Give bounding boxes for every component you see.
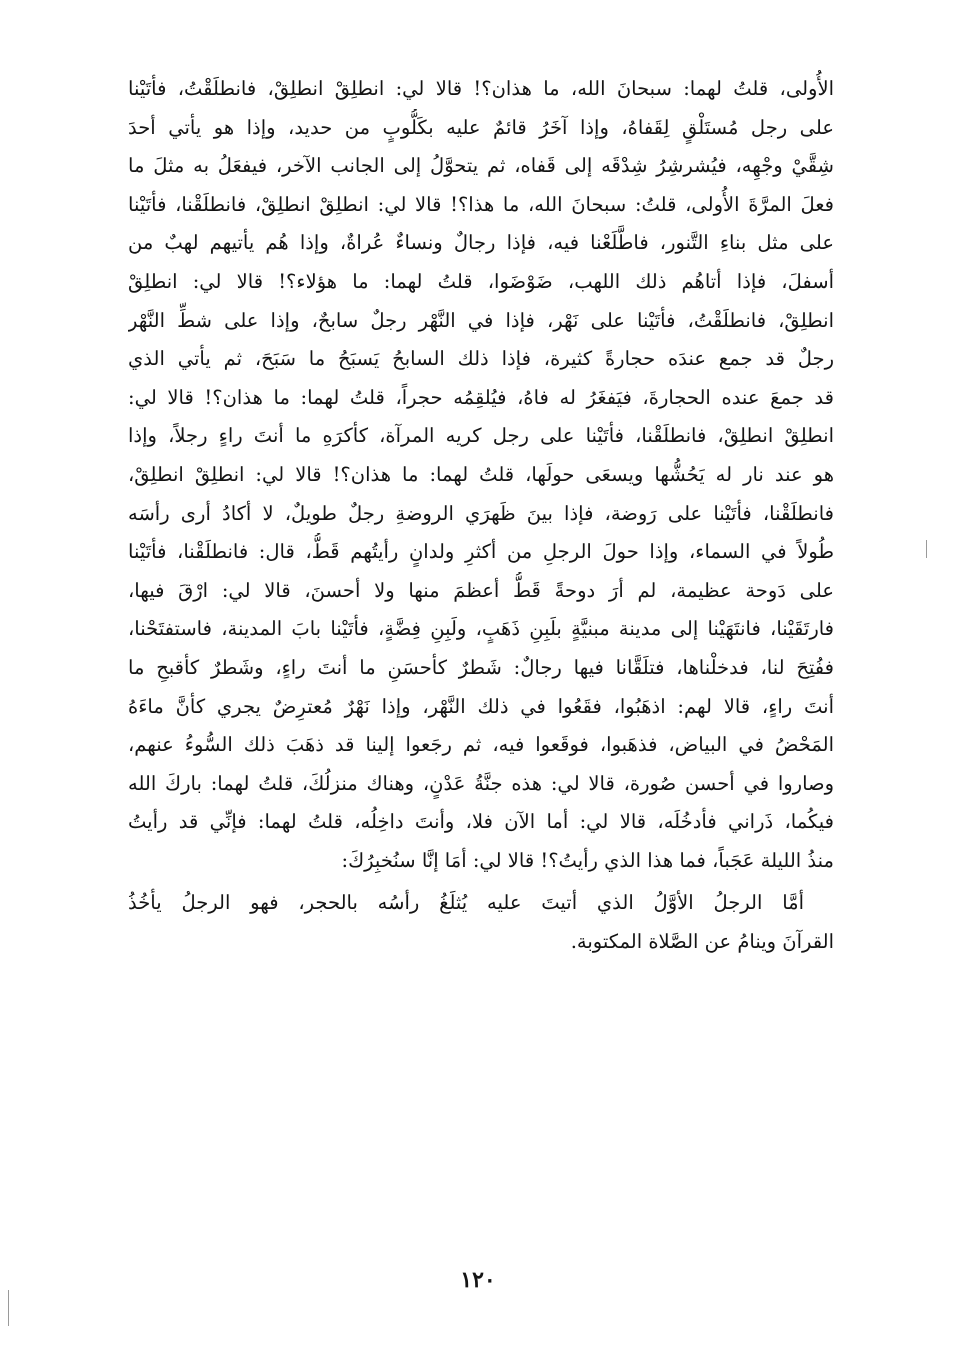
page-number: ١٢٠ <box>460 1267 496 1293</box>
text-block <box>128 70 834 962</box>
text-line: منذُ الليلة عَجَباً، فما هذا الذي رأيتُ؟! قالا لي: أمَا إنَّا سنُخبِرُكَ: <box>341 848 834 872</box>
text-line: هو عند نار له يَحُشُّها ويسعَى حولَها، قلتُ لهما: ما هذان؟! قالا لي: انطلِقْ انطلِقْ، <box>128 462 834 486</box>
text-line: المَحْضُ في البياض، فذهَبوا، فوقَعوا فيه، ثم رجَعوا إلينا قد ذهَبَ ذلك السُّوءُ عنهم، <box>128 733 834 757</box>
text-line: أمَّا الرجلُ الأوَّلُ الذي أتيتَ عليه يُثلَغُ رأسُه بالحجر، فهو الرجلُ يأخُذُ <box>128 891 804 915</box>
text-line: ففُتِحَ لنا، فدخلْناها، فتلَقَّانا فيها رجالٌ: شَطرٌ كأحسَنِ ما أنتَ راءٍ، وشَطرٌ كأقبحِ ما <box>128 655 834 679</box>
text-line: فعلَ المرَّةَ الأُولى، قلتُ: سبحانَ الله، ما هذا؟! قالا لي: انطلِقْ انطلِقْ، فانطلَقْنا، فأتَيْنا <box>128 192 834 216</box>
paragraph-2 <box>128 884 834 961</box>
text-line: طُولاً في السماء، وإذا حولَ الرجلِ من أكثرِ ولدانٍ رأيتُهم قَطُّ، قال: فانطلَقْنا، فأتَيْنا <box>128 540 834 564</box>
text-line: فيكُما، ذَراني فأدخُلَه، قالا لي: أما الآن فلا، وأنتَ داخِلُه، قلتُ لهما: فإنِّي قد رأيتُ <box>128 810 834 834</box>
text-line: القرآنَ وينامُ عن الصَّلاة المكتوبة. <box>570 930 834 954</box>
text-line: أنتَ راءٍ، قالا لهم: اذهَبُوا، فقَعُوا في ذلك النَّهْر، وإذا نَهْرٌ مُعترِضٌ يجري كأنَّ ماءَهُ <box>128 694 834 718</box>
text-line: وصاروا في أحسن صُورة، قالا لي: هذه جنَّةُ عَدْنٍ، وهناك منزلُكَ، قلتُ لهما: باركَ الله <box>128 771 834 795</box>
text-line: قد جمعَ عنده الحجارةَ، فيَفغَرُ له فاهُ، فيُلقِمُه حجراً، قلتُ لهما: ما هذان؟! قالا لي: <box>128 385 834 409</box>
text-line: الأُولى، قلتُ لهما: سبحانَ الله، ما هذان؟! قالا لي: انطلِقْ انطلِقْ، فانطلَقْتُ، فأتَيْنا <box>128 77 834 100</box>
scan-artifact-right <box>926 540 927 558</box>
text-line: فانطلَقْنا، فأتَيْنا على رَوضة، فإذا بينَ ظَهرَي الروضةِ رجلٌ طويلٌ، لا أكادُ أرى رأسَه <box>128 501 834 525</box>
text-line: على رجل مُستَلْقٍ لِقَفاهُ، وإذا آخَرُ قائمٌ عليه بكَلُّوبٍ من حديد، وإذا هو يأتي أحدَ <box>128 115 834 139</box>
text-line: انطلِقْ انطلِقْ، فانطلَقْنا، فأتَيْنا على رجل كريه المرآة، كأكرَهِ ما أنتَ راءٍ رجلاً، وإذا <box>128 424 834 448</box>
scan-artifact-left <box>8 1290 9 1326</box>
text-line: فارتَقَيْنا، فانتَهَيْنا إلى مدينة مبنيَّةٍ بلَبِنِ ذَهَبٍ، ولَبِنِ فِضَّةٍ، فأتَيْنا بابَ المدينة، فاستفتَحْنا، <box>128 617 834 641</box>
text-line: على دَوحة عظيمة، لم أرَ دوحةً قَطُّ أعظمَ منها ولا أحسنَ، قالا لي: ارْقَ فيها، <box>128 578 834 602</box>
text-line: أسفلَ، فإذا أتاهُم ذلك اللهب، ضَوْضَوا، قلتُ لهما: ما هؤلاء؟! قالا لي: انطلِقْ <box>128 269 834 293</box>
text-line: على مثل بناءِ التَّنور، فاطَّلَعْنا فيه، فإذا رجالٌ ونساءٌ عُراةٌ، وإذا هُم يأتيهم لهبٌ من <box>128 231 834 255</box>
text-line: رجلٌ قد جمع عندَه حجارةً كثيرة، فإذا ذلك السابحُ يَسبَحُ ما سَبَحَ، ثم يأتي الذي <box>128 347 834 371</box>
text-line: انطلِقْ، فانطلَقْتُ، فأتَيْنا على نَهْر، فإذا في النَّهْر رجلٌ سابحٌ، وإذا على شطِّ النَّهْر <box>128 308 834 332</box>
text-line: شِقَّيْ وجْهِه، فيُشرشِرُ شِدْقَه إلى قَفاه، ثم يتحوَّلُ إلى الجانب الآخر، فيفعَلُ به مثلَ ما <box>128 154 834 178</box>
paragraph-1 <box>128 70 834 880</box>
